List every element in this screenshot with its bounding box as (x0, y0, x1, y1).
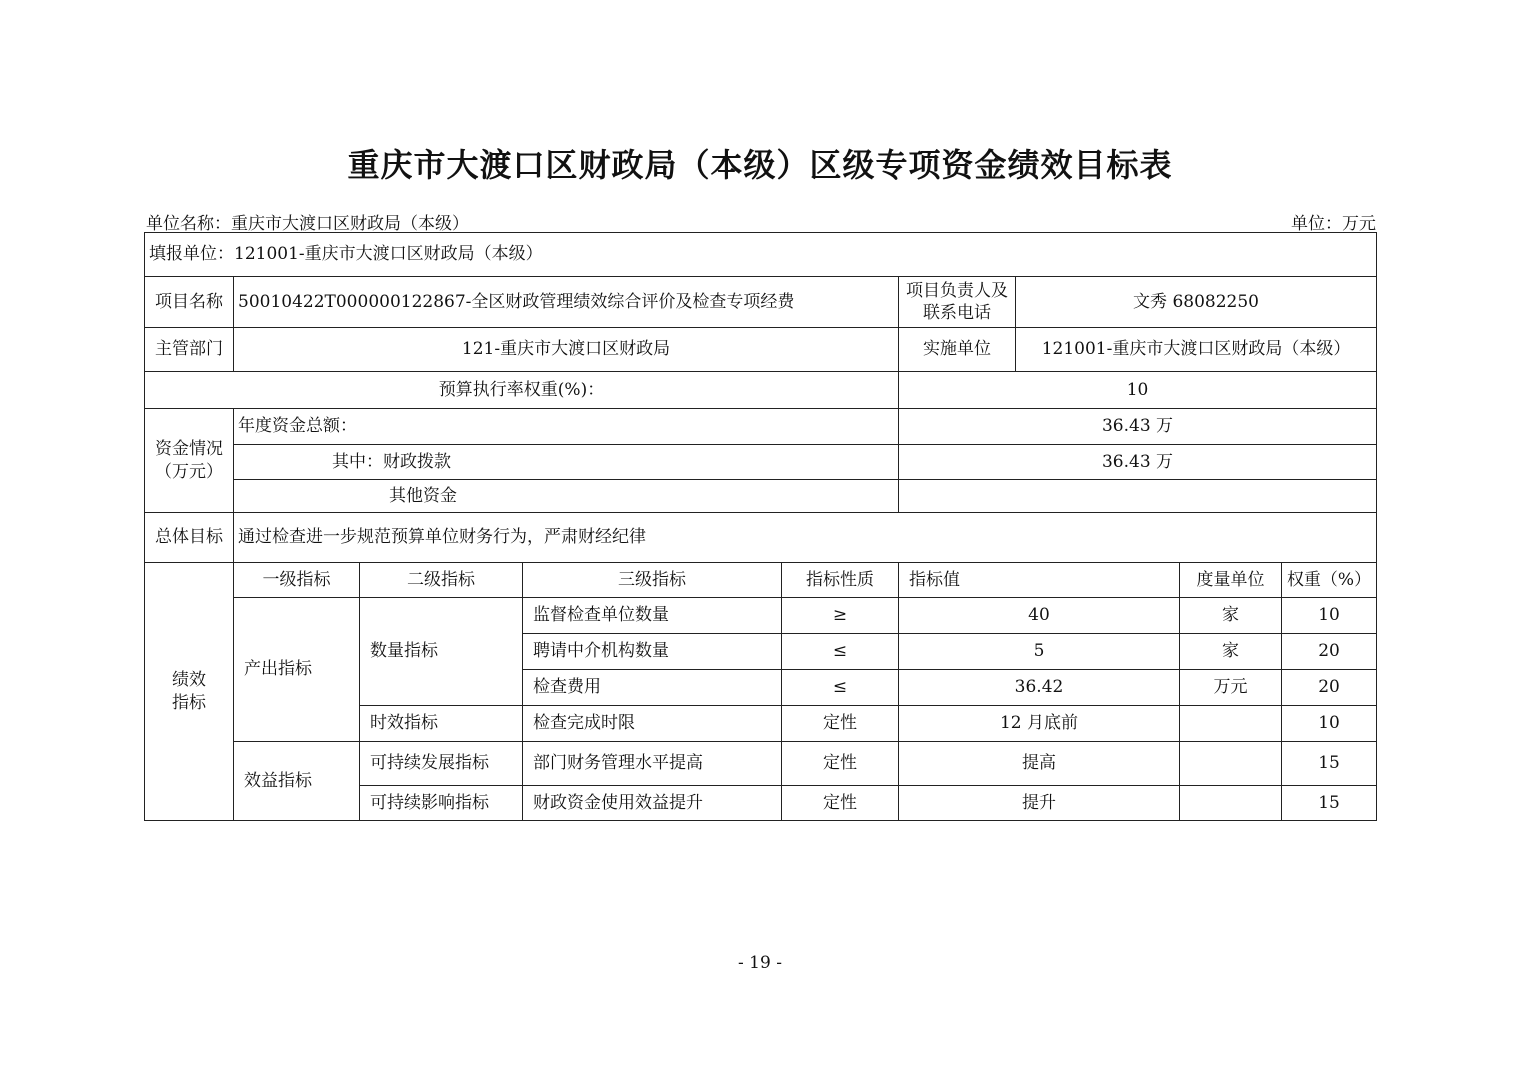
row-unit (1180, 706, 1282, 742)
unit-measure: 单位：万元 (1291, 214, 1376, 234)
funds-other-value (899, 480, 1377, 513)
indicator-header-row (145, 563, 1377, 598)
project-name-value: 50010422T000000122867-全区财政管理绩效综合评价及检查专项经费 (234, 277, 899, 328)
fill-unit-row (145, 233, 1377, 277)
funds-label-line1: 资金情况 (155, 439, 223, 460)
row-weight: 15 (1282, 742, 1377, 786)
funds-fiscal-row (145, 445, 1377, 480)
row-l3: 监督检查单位数量 (523, 598, 782, 634)
performance-label-line2: 指标 (172, 692, 206, 713)
indicator-row (145, 742, 1377, 786)
funds-other-label: 其他资金 (234, 480, 899, 513)
row-value: 12 月底前 (899, 706, 1180, 742)
dept-value: 121-重庆市大渡口区财政局 (234, 328, 899, 372)
level2-timeliness: 时效指标 (360, 706, 523, 742)
row-value: 5 (899, 634, 1180, 670)
budget-weight-label: 预算执行率权重(%)： (145, 372, 899, 409)
impl-unit-value: 121001-重庆市大渡口区财政局（本级） (1016, 328, 1377, 372)
header-level3: 三级指标 (523, 563, 782, 598)
header-unit: 度量单位 (1180, 563, 1282, 598)
row-unit (1180, 786, 1282, 821)
project-row (145, 277, 1377, 328)
level1-output: 产出指标 (234, 598, 360, 742)
indicator-row (145, 598, 1377, 634)
row-weight: 20 (1282, 670, 1377, 706)
funds-fiscal-value: 36.43 万 (899, 445, 1377, 480)
performance-label-line1: 绩效 (172, 670, 206, 691)
row-nature: 定性 (782, 706, 899, 742)
row-nature: ≤ (782, 634, 899, 670)
page-number: - 19 - (738, 953, 782, 973)
row-l3: 检查费用 (523, 670, 782, 706)
level2-quantity: 数量指标 (360, 598, 523, 706)
performance-target-table (144, 232, 1377, 821)
header-level1: 一级指标 (234, 563, 360, 598)
project-contact-value: 文秀 68082250 (1016, 277, 1377, 328)
fill-unit-cell (145, 233, 1377, 277)
overall-goal-value: 通过检查进一步规范预算单位财务行为，严肃财经纪律 (234, 513, 1377, 563)
row-value: 提升 (899, 786, 1180, 821)
row-weight: 15 (1282, 786, 1377, 821)
performance-label (145, 563, 234, 821)
overall-goal-label: 总体目标 (145, 513, 234, 563)
header-value: 指标值 (899, 563, 1180, 598)
project-contact-label-line2: 联系电话 (923, 303, 991, 323)
funds-label-line2: （万元） (155, 461, 223, 482)
row-nature: ≥ (782, 598, 899, 634)
row-l3: 检查完成时限 (523, 706, 782, 742)
row-nature: 定性 (782, 742, 899, 786)
level2-sustainable-development: 可持续发展指标 (360, 742, 523, 786)
project-name-label: 项目名称 (145, 277, 234, 328)
project-contact-label (899, 277, 1016, 328)
dept-row (145, 328, 1377, 372)
funds-total-value: 36.43 万 (899, 409, 1377, 445)
row-l3: 部门财务管理水平提高 (523, 742, 782, 786)
row-l3: 财政资金使用效益提升 (523, 786, 782, 821)
level2-sustainable-impact: 可持续影响指标 (360, 786, 523, 821)
funds-other-row (145, 480, 1377, 513)
row-unit: 万元 (1180, 670, 1282, 706)
row-unit: 家 (1180, 598, 1282, 634)
impl-unit-label: 实施单位 (899, 328, 1016, 372)
row-value: 36.42 (899, 670, 1180, 706)
row-nature: 定性 (782, 786, 899, 821)
row-unit: 家 (1180, 634, 1282, 670)
funds-label (145, 409, 234, 513)
row-nature: ≤ (782, 670, 899, 706)
unit-name: 单位名称：重庆市大渡口区财政局（本级） (146, 214, 469, 234)
fill-unit-label: 填报单位： (149, 244, 234, 265)
row-weight: 10 (1282, 598, 1377, 634)
header-weight: 权重（%） (1282, 563, 1377, 598)
page-title: 重庆市大渡口区财政局（本级）区级专项资金绩效目标表 (347, 146, 1173, 184)
header-level2: 二级指标 (360, 563, 523, 598)
funds-total-label: 年度资金总额： (234, 409, 899, 445)
overall-goal-row (145, 513, 1377, 563)
row-value: 提高 (899, 742, 1180, 786)
budget-weight-value: 10 (899, 372, 1377, 409)
header-nature: 指标性质 (782, 563, 899, 598)
project-contact-label-line1: 项目负责人及 (906, 280, 1008, 301)
fill-unit-value: 121001-重庆市大渡口区财政局（本级） (234, 244, 543, 265)
row-unit (1180, 742, 1282, 786)
row-weight: 10 (1282, 706, 1377, 742)
level1-benefit: 效益指标 (234, 742, 360, 821)
dept-label: 主管部门 (145, 328, 234, 372)
budget-weight-row (145, 372, 1377, 409)
funds-total-row (145, 409, 1377, 445)
row-l3: 聘请中介机构数量 (523, 634, 782, 670)
row-value: 40 (899, 598, 1180, 634)
funds-fiscal-label: 其中：财政拨款 (234, 445, 899, 480)
row-weight: 20 (1282, 634, 1377, 670)
